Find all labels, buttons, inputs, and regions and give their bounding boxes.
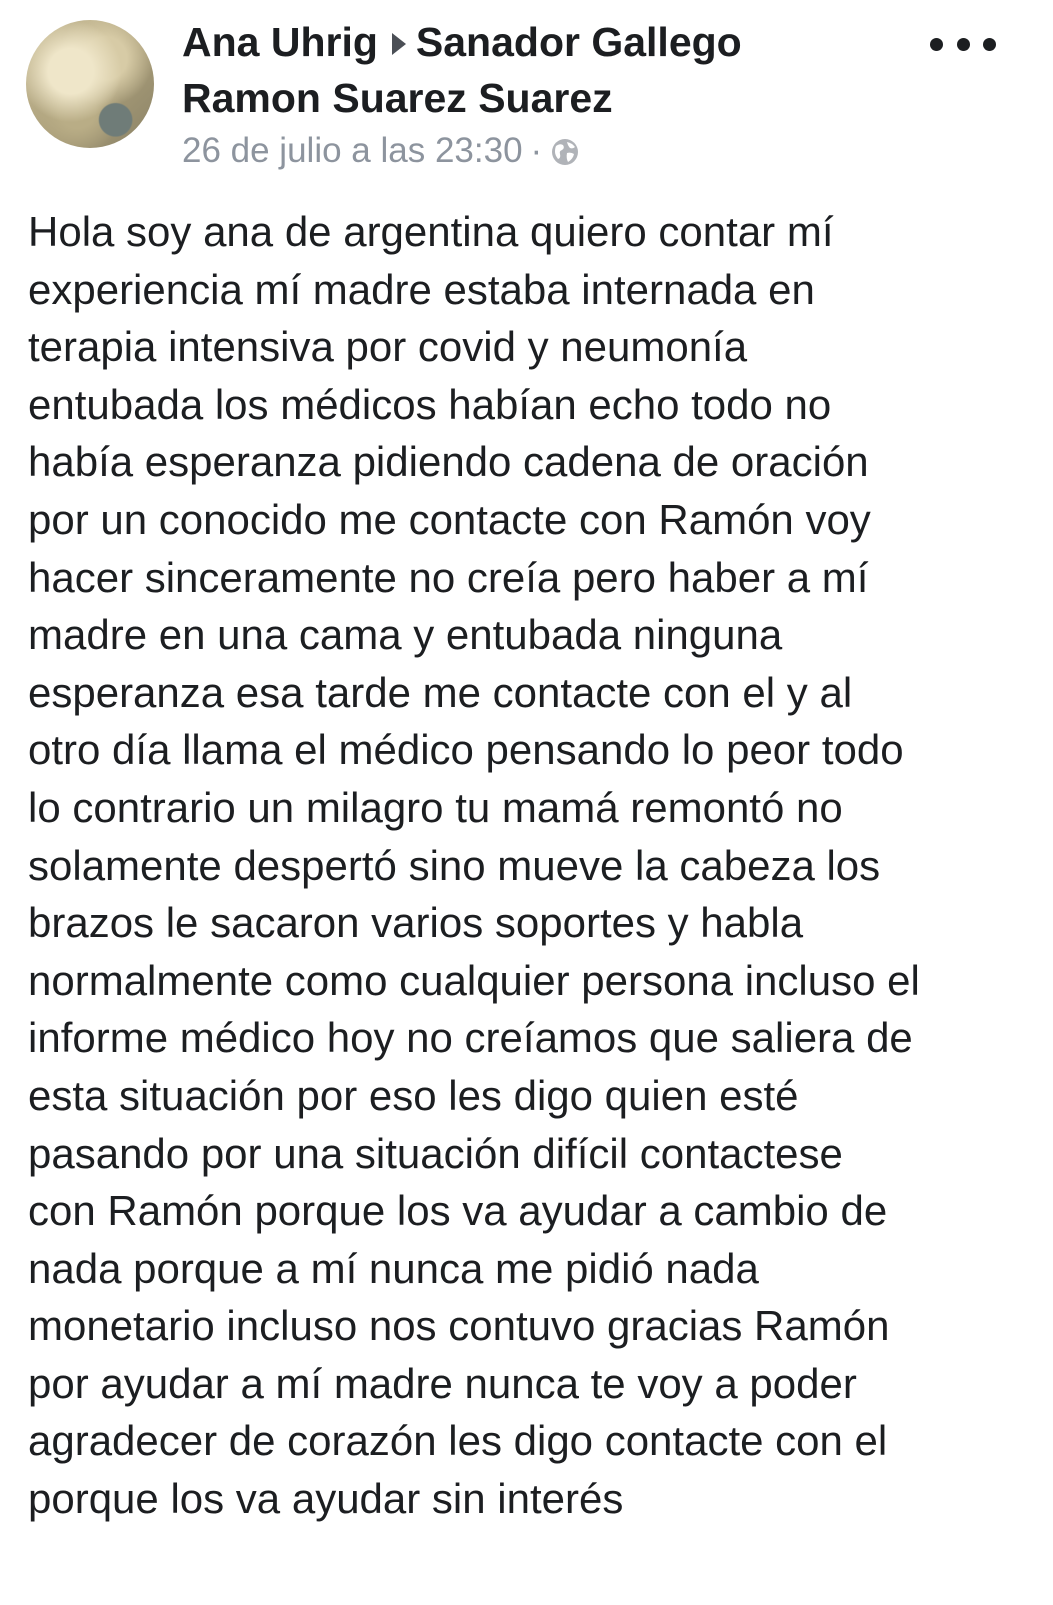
post-text-line: experiencia mí madre estaba internada en [28,265,815,313]
post-text-line: por ayudar a mí madre nunca te voy a poder [28,1359,857,1407]
post-text-line: pasando por una situación difícil contactese [28,1129,843,1177]
caret-right-icon [392,33,406,55]
post-text-line: terapia intensiva por covid y neumonía [28,323,748,371]
author-name-link[interactable]: Ana Uhrig [182,19,378,65]
more-options-button[interactable] [930,24,996,64]
post-text-line: porque los va ayudar sin interés [28,1475,624,1523]
more-options-icon [983,38,996,51]
globe-icon[interactable] [550,137,580,167]
target-name-link-continued[interactable]: Ramon Suarez Suarez [182,75,613,121]
post-text-line: con Ramón porque los va ayudar a cambio de [28,1187,888,1235]
post-text-line: hacer sinceramente no creía pero haber a mí [28,553,869,601]
post-text-line: monetario incluso nos contuvo gracias Ramón [28,1302,890,1350]
post-text-line: había esperanza pidiendo cadena de oración [28,438,869,486]
post-header [0,0,1053,180]
post-text [28,203,1038,1528]
post-text-line: por un conocido me contacte con Ramón voy [28,495,871,543]
post-text-line: esperanza esa tarde me contacte con el y al [28,668,853,716]
target-name-link[interactable]: Sanador Gallego [415,19,742,65]
post-text-line: normalmente como cualquier persona incluso el [28,956,920,1004]
post-text-line: otro día llama el médico pensando lo peor todo [28,726,904,774]
post-text-line: entubada los médicos habían echo todo no [28,380,832,428]
post-text-line: madre en una cama y entubada ninguna [28,611,783,659]
post-text-line: informe médico hoy no creíamos que saliera de [28,1014,913,1062]
post-timestamp[interactable]: 26 de julio a las 23:30 [182,131,523,170]
more-options-icon [930,38,943,51]
post-text-line: brazos le sacaron varios soportes y habla [28,899,804,947]
post-text-line: esta situación por eso les digo quien esté [28,1071,799,1119]
meta-separator: · [530,131,543,170]
more-options-icon [957,38,970,51]
author-avatar[interactable] [26,20,154,148]
post-text-line: Hola soy ana de argentina quiero contar mí [28,208,834,255]
post-text-line: nada porque a mí nunca me pidió nada [28,1244,759,1292]
post-text-line: agradecer de corazón les digo contacte con el [28,1417,888,1465]
post-text-line: lo contrario un milagro tu mamá remontó no [28,783,843,831]
post-meta [182,128,580,174]
post-names [182,14,902,126]
post-text-line: solamente despertó sino mueve la cabeza los [28,841,881,889]
